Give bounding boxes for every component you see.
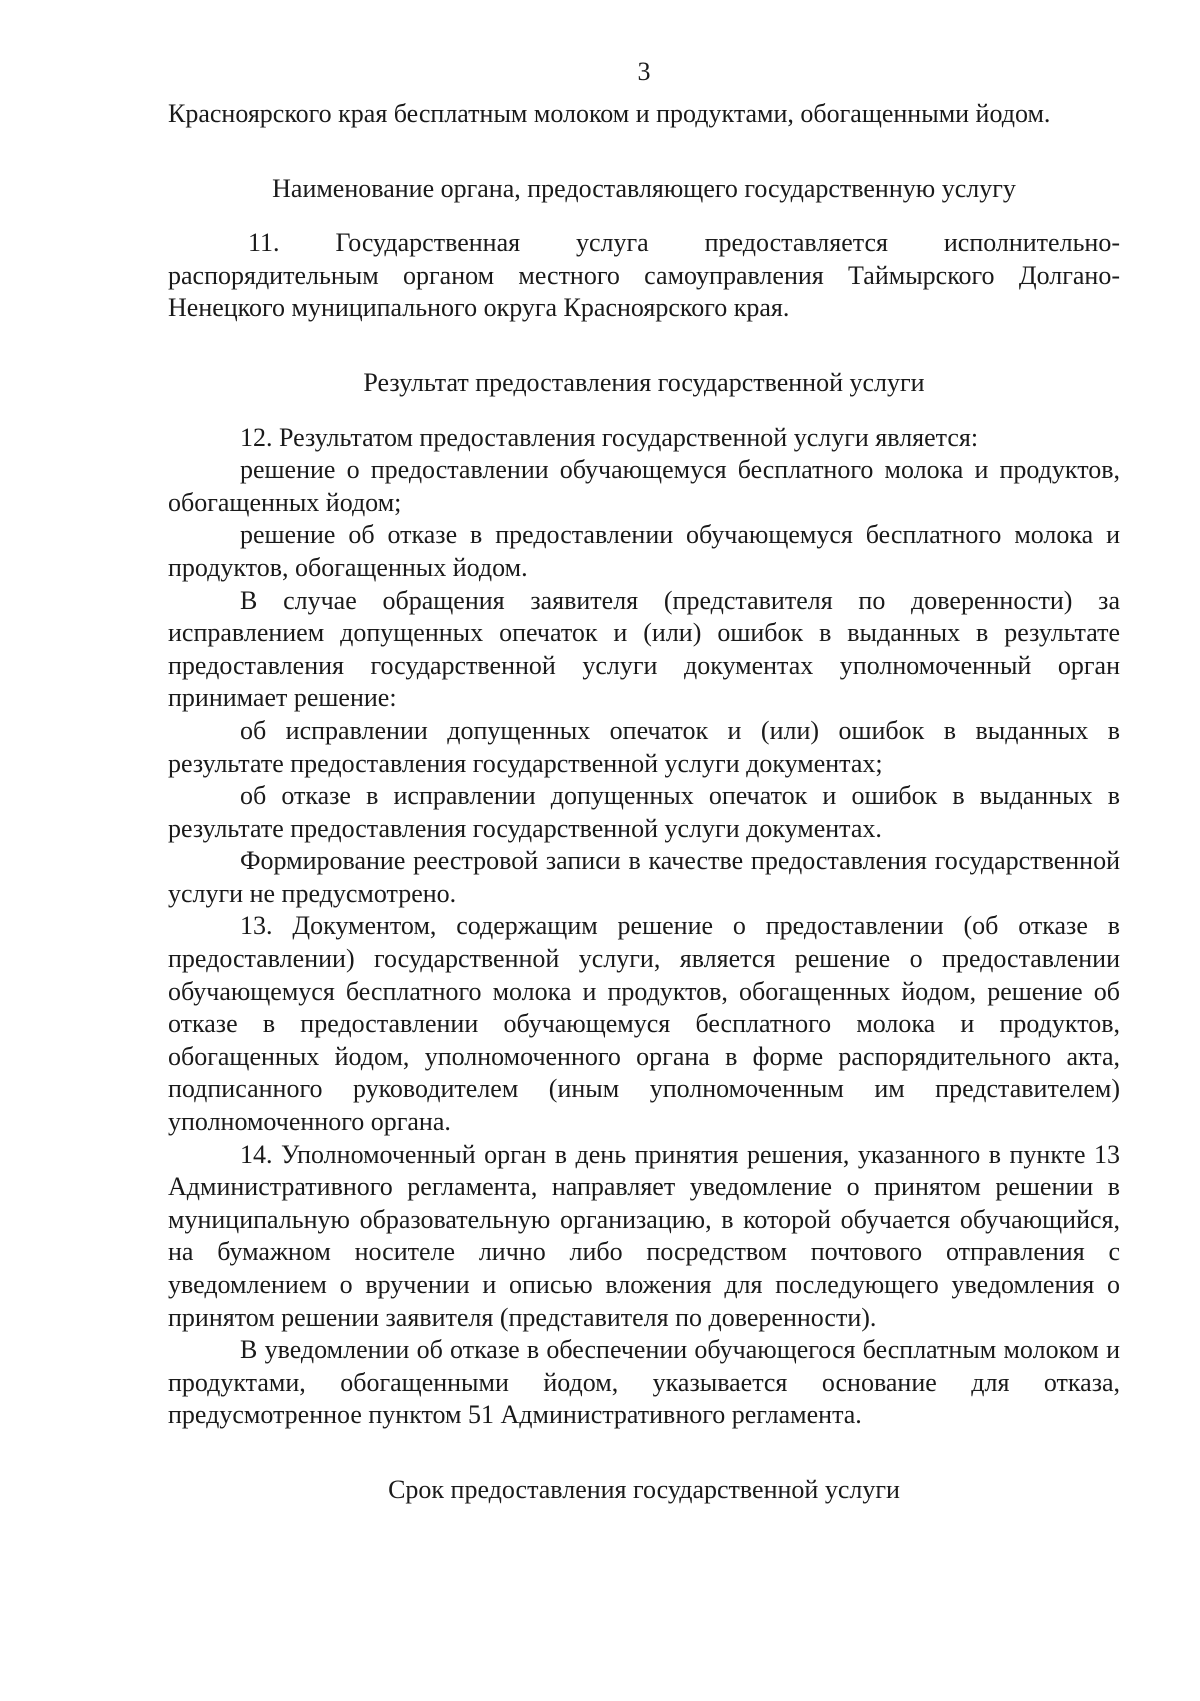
- section-heading-result: Результат предоставления государственной услуги: [363, 367, 925, 397]
- paragraph-14-refusal-notice: В уведомлении об отказе в обеспечении обучающегося бесплатным молоком и продуктами, обогащенными йодом, указывается основание для отказа, предусмотренное пунктом 51 Административного регламента.: [168, 1335, 1120, 1430]
- paragraph-12-registry: Формирование реестровой записи в качестве предоставления государственной услуги не предусмотрено.: [168, 846, 1120, 908]
- paragraph-12-corrections: В случае обращения заявителя (представителя по доверенности) за исправлением допущенных опечаток и (или) ошибок в выданных в результате предоставления государственной услуги документах уполномоченный орган принимает решение:: [168, 585, 1120, 713]
- paragraph-14: 14. Уполномоченный орган в день принятия решения, указанного в пункте 13 Административного регламента, направляет уведомление о принятом решении в муниципальную образовательную организацию, в которой обучается обучающийся, на бумажном носителе лично либо посредством почтового отправления с уведомлением о вручении и описью вложения для последующего уведомления о принятом решении заявителя (представителя по доверенности).: [168, 1139, 1120, 1332]
- paragraph-12-correction-refuse: об отказе в исправлении допущенных опечаток и ошибок в выданных в результате предоставления государственной услуги документах.: [168, 781, 1120, 843]
- paragraph-12-correction-grant: об исправлении допущенных опечаток и (или) ошибок в выданных в результате предоставления государственной услуги документах;: [168, 715, 1120, 778]
- paragraph-13: 13. Документом, содержащим решение о предоставлении (об отказе в предоставлении) государственной услуги, является решение о предоставлении обучающемуся бесплатного молока и продуктов, обогащенных йодом, решение об отказе в предоставлении обучающемуся бесплатного молока и продуктов, обогащенных йодом, уполномоченного органа в форме распорядительного акта, подписанного руководителем (иным уполномоченным им представителем) уполномоченного органа.: [168, 911, 1120, 1137]
- section-heading-authority: Наименование органа, предоставляющего государственную услугу: [272, 173, 1016, 203]
- page-number: 3: [637, 57, 651, 86]
- paragraph-12: 12. Результатом предоставления государственной услуги является:: [240, 422, 979, 452]
- section-heading-term: Срок предоставления государственной услуги: [388, 1474, 900, 1504]
- paragraph-12-decision-refuse: решение об отказе в предоставлении обучающемуся бесплатного молока и продуктов, обогащенных йодом.: [168, 520, 1120, 582]
- paragraph-12-decision-grant: решение о предоставлении обучающемуся бесплатного молока и продуктов, обогащенных йодом;: [168, 455, 1120, 517]
- document-page: [168, 52, 1120, 1507]
- paragraph-11: 11. Государственная услуга предоставляется исполнительно-распорядительным органом местного самоуправления Таймырского Долгано-Ненецкого муниципального округа Красноярского края.: [168, 228, 1120, 323]
- paragraph-continuation: Красноярского края бесплатным молоком и продуктами, обогащенными йодом.: [168, 99, 1051, 128]
